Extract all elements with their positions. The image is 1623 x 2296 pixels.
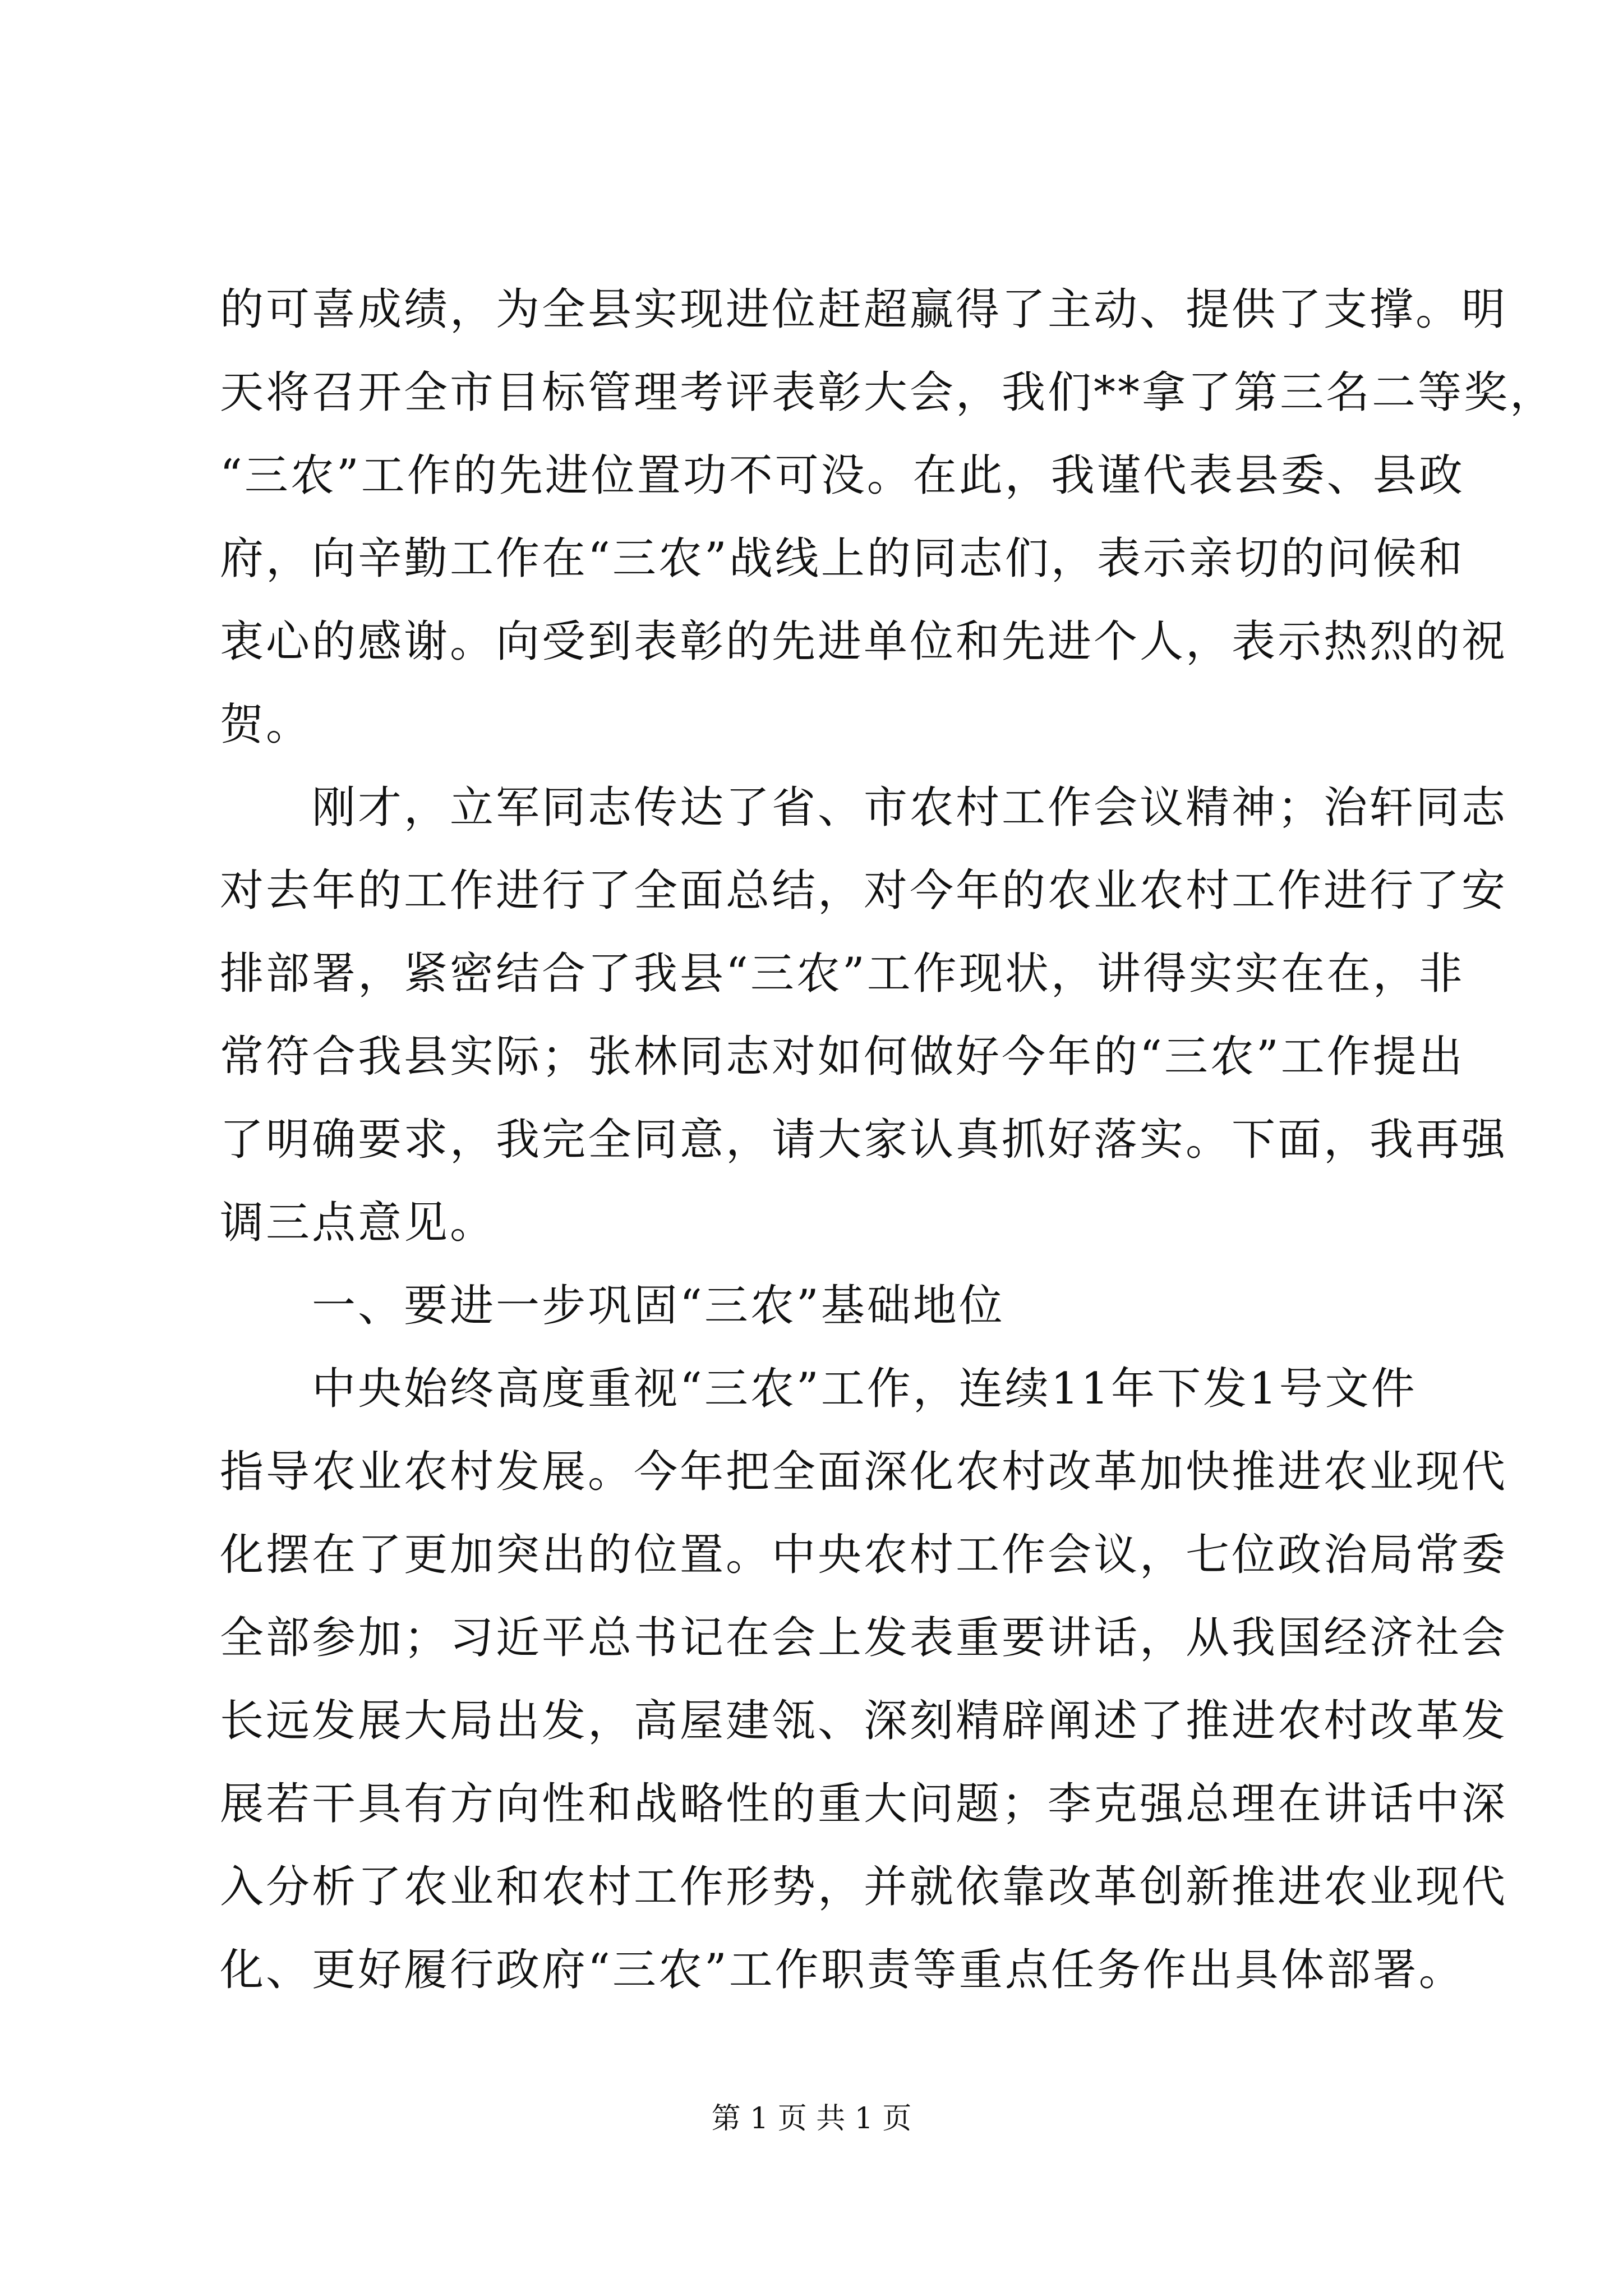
text-line: “三农”工作的先进位置功不可没。在此，我谨代表县委、县政	[220, 450, 1465, 501]
text-line: 对去年的工作进行了全面总结，对今年的农业农村工作进行了安	[220, 866, 1508, 916]
text-line: 府，向辛勤工作在“三农”战线上的同志们，表示亲切的问候和	[220, 533, 1465, 584]
text-line: 贺。	[220, 700, 312, 750]
text-line: 衷心的感谢。向受到表彰的先进单位和先进个人，表示热烈的祝	[220, 616, 1508, 667]
text-line: 化、更好履行政府“三农”工作职责等重点任务作出具体部署。	[220, 1945, 1465, 1995]
document-body	[220, 268, 1556, 2012]
text-line: 刚才，立军同志传达了省、市农村工作会议精神；治轩同志	[220, 783, 1508, 833]
section-heading: 一、要进一步巩固“三农”基础地位	[220, 1281, 1005, 1331]
text-line: 入分析了农业和农村工作形势，并就依靠改革创新推进农业现代	[220, 1862, 1508, 1912]
text-line: 指导农业农村发展。今年把全面深化农村改革加快推进农业现代	[220, 1447, 1508, 1497]
text-line: 了明确要求，我完全同意，请大家认真抓好落实。下面，我再强	[220, 1115, 1508, 1165]
text-line: 中央始终高度重视“三农”工作，连续11年下发1号文件	[220, 1364, 1417, 1414]
text-line: 天将召开全市目标管理考评表彰大会，我们**拿了第三名二等奖，	[220, 367, 1556, 418]
text-line: 化摆在了更加突出的位置。中央农村工作会议，七位政治局常委	[220, 1530, 1508, 1580]
text-line: 展若干具有方向性和战略性的重大问题；李克强总理在讲话中深	[220, 1779, 1508, 1829]
text-line: 排部署，紧密结合了我县“三农”工作现状，讲得实实在在，非	[220, 949, 1465, 999]
text-line: 常符合我县实际；张林同志对如何做好今年的“三农”工作提出	[220, 1032, 1465, 1082]
text-line: 全部参加；习近平总书记在会上发表重要讲话，从我国经济社会	[220, 1613, 1508, 1663]
page-number-footer: 第 1 页 共 1 页	[711, 2102, 912, 2136]
text-line: 长远发展大局出发，高屋建瓴、深刻精辟阐述了推进农村改革发	[220, 1696, 1508, 1746]
text-line: 的可喜成绩，为全县实现进位赶超赢得了主动、提供了支撑。明	[220, 284, 1508, 335]
text-line: 调三点意见。	[220, 1198, 496, 1248]
